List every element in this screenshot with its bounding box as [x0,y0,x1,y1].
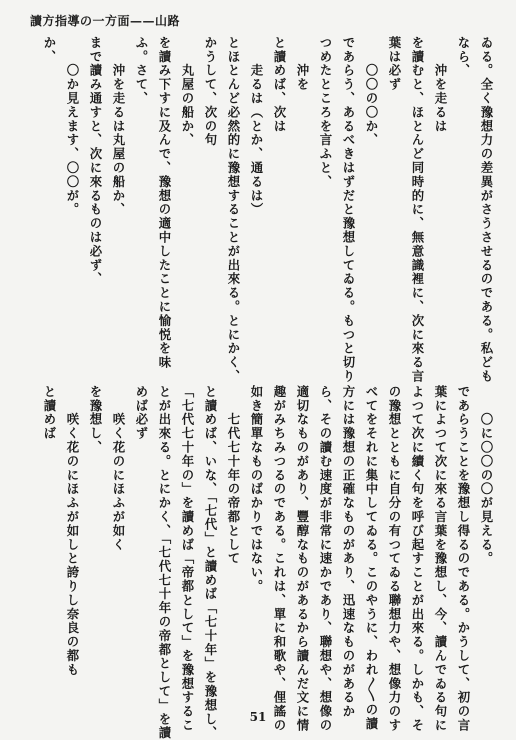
text-column: よつて次に續く句を呼び起すことが出來る。しかも、そ [410,385,425,733]
text-column: 方には豫想の正確なものがあり、迅速なものがあるか [341,385,356,719]
text-column: 沖を [295,36,310,92]
text-column: か、 [42,36,57,64]
text-column: なら、 [456,36,471,78]
text-column: と讀めば、いな、「七代」と讀めば「七十年」を豫想し、 [203,385,218,740]
text-column: ゐる。全く豫想力の差異がさうさせるのである。私ども [479,36,494,384]
text-column: まで讀み通すと、次に來るものは必ず、 [88,36,103,287]
text-column: めば必ず [134,385,149,441]
text-column: を讀むと、ほとんど同時的に、無意識裡に、次に來る言 [410,36,425,384]
text-column: 七代七十年の帝都として [226,385,241,566]
text-block-top [32,36,494,384]
text-column: 咲く花のにほふが如く [111,385,126,552]
running-header: 讀方指導の一方面——山路 [30,14,181,28]
text-column: 沖を走るは [433,36,448,134]
text-column: とが出來る。とにかく、「七代七十年の帝都として」を讀 [157,385,172,740]
text-column: 適切なものがあり、豐醇なものがあるから讀んだ文に情 [295,385,310,733]
text-column: 〇か見えます、〇〇が。 [65,36,80,217]
text-column: の豫想とともに自分の有つてゐる聯想力や、想像力のす [387,385,402,733]
text-column: 葉は必ず [387,36,402,92]
text-column: 咲く花のにほふが如しと誇りし奈良の都も [65,385,80,677]
text-column: であらう、あるべきはずだと豫想してゐる。もつと切り [341,36,356,384]
text-column: 趣がみちみつるのである。これは、單に和歌や、俚謠の [272,385,287,733]
text-column: ら、その讀む速度が非常に速かであり、聯想や、想像の [318,385,333,733]
text-column: 走るは（とか、通るは） [249,36,264,217]
text-column: 〇に〇〇の〇が見える。 [479,385,494,566]
text-column: 〇〇の〇か、 [364,36,379,148]
text-column: 丸屋の船か、 [180,36,195,148]
text-column: とほとんど必然的に豫想することが出來る。とにかく、 [226,36,241,384]
text-column: 「七代七十年の」を讀めば「帝都として」を豫想するこ [180,385,195,733]
text-column: 如き簡單なものばかりではない。 [249,385,264,594]
text-column: ふ。さて、 [134,36,149,106]
text-column: と讀めば [42,385,57,441]
text-column: を豫想し、 [88,385,103,455]
page-number: 51 [249,710,267,724]
text-column: と讀めば、次は [272,36,287,134]
text-column: を讀み下すに及んで、豫想の適中したことに愉悦を味 [157,36,172,370]
text-column: であらうことを豫想し得るのである。かうして、初の言 [456,385,471,733]
text-column: べてをそれに集中してゐる。このやうに、われ〳〵の讀 [364,385,379,731]
text-column: つめたところを言ふと、 [318,36,333,189]
text-column: 葉によつて次に來る言葉を豫想し、今、讀んでゐる句に [433,385,448,733]
text-column: かうして、次の句 [203,36,218,148]
text-column: 沖を走るは丸屋の船か、 [111,36,126,217]
